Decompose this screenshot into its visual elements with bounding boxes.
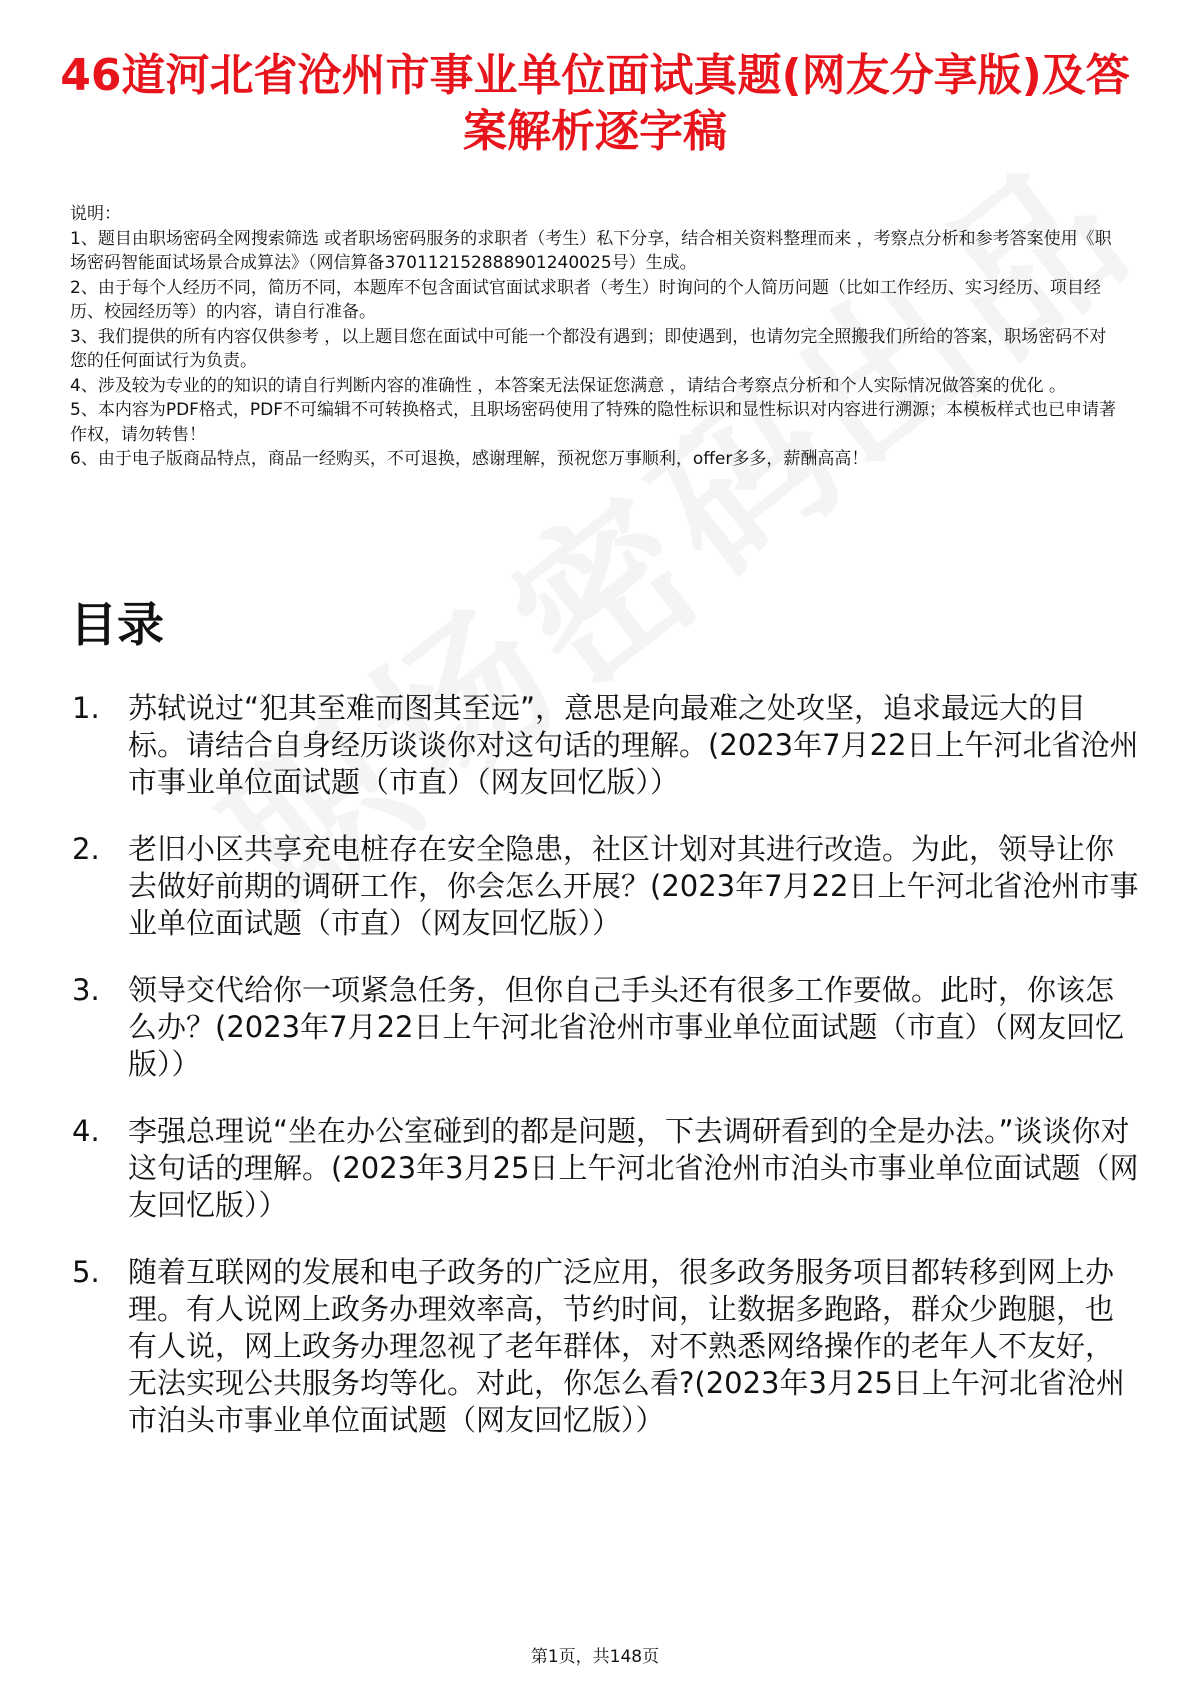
- document-title: 46道河北省沧州市事业单位面试真题(网友分享版)及答案解析逐字稿: [60, 50, 1130, 157]
- toc-item-text[interactable]: 老旧小区共享充电桩存在安全隐患，社区计划对其进行改造。为此，领导让你去做好前期的调研工作，你会怎么开展？(2023年7月22日上午河北省沧州市事业单位面试题（市直）（网友回忆版））: [128, 832, 1139, 940]
- toc-item-text[interactable]: 随着互联网的发展和电子政务的广泛应用，很多政务服务项目都转移到网上办理。有人说网上政务办理效率高，节约时间，让数据多跑路，群众少跑腿，也有人说，网上政务办理忽视了老年群体，对不熟悉网络操作的老年人不友好，无法实现公共服务均等化。对此，你怎么看?(2023年3月25日上午河北省沧州市泊头市事业单位面试题（网友回忆版））: [128, 1255, 1125, 1437]
- toc-item-number: 4.: [72, 1114, 100, 1148]
- toc-item[interactable]: [72, 831, 1142, 942]
- note-item: 5、本内容为PDF格式，PDF不可编辑不可转换格式，且职场密码使用了特殊的隐性标识和显性标识对内容进行溯源；本模板样式也已申请著作权，请勿转售！: [70, 400, 1117, 445]
- note-item: 1、题目由职场密码全网搜索筛选 或者职场密码服务的求职者（考生）私下分享，结合相关资料整理而来 ，考察点分析和参考答案使用《职场密码智能面试场景合成算法》（网信算备370112152888901240025号）生成。: [70, 228, 1112, 273]
- note-item: 2、由于每个人经历不同，简历不同，本题库不包含面试官面试求职者（考生）时询问的个人简历问题（比如工作经历、实习经历、项目经历、校园经历等）的内容，请自行准备。: [70, 277, 1101, 322]
- notes-section: [70, 202, 1120, 472]
- toc-item[interactable]: [72, 690, 1142, 801]
- notes-heading: 说明：: [70, 204, 121, 224]
- toc-item[interactable]: [72, 1254, 1142, 1439]
- toc-list: [72, 690, 1142, 1469]
- toc-item-text[interactable]: 苏轼说过“犯其至难而图其至远”，意思是向最难之处攻坚，追求最远大的目标。请结合自身经历谈谈你对这句话的理解。(2023年7月22日上午河北省沧州市事业单位面试题（市直）（网友回忆版））: [128, 691, 1139, 799]
- toc-item-number: 5.: [72, 1255, 100, 1289]
- toc-item-number: 2.: [72, 832, 100, 866]
- toc-heading: 目录: [70, 598, 164, 653]
- toc-item[interactable]: [72, 1113, 1142, 1224]
- toc-item-number: 1.: [72, 691, 100, 725]
- toc-item-number: 3.: [72, 973, 100, 1007]
- note-item: 6、由于电子版商品特点，商品一经购买，不可退换，感谢理解，预祝您万事顺利，offer多多，薪酬高高！: [70, 449, 869, 469]
- note-item: 3、我们提供的所有内容仅供参考 ，以上题目您在面试中可能一个都没有遇到；即使遇到，也请勿完全照搬我们所给的答案，职场密码不对您的任何面试行为负责。: [70, 326, 1107, 371]
- toc-item-text[interactable]: 领导交代给你一项紧急任务，但你自己手头还有很多工作要做。此时，你该怎么办？(2023年7月22日上午河北省沧州市事业单位面试题（市直）（网友回忆版））: [128, 973, 1124, 1081]
- toc-item-text[interactable]: 李强总理说“坐在办公室碰到的都是问题，下去调研看到的全是办法。”谈谈你对这句话的理解。(2023年3月25日上午河北省沧州市泊头市事业单位面试题（网友回忆版））: [128, 1114, 1139, 1222]
- toc-item[interactable]: [72, 972, 1142, 1083]
- note-item: 4、涉及较为专业的的知识的请自行判断内容的准确性 ，本答案无法保证您满意 ，请结合考察点分析和个人实际情况做答案的优化 。: [70, 375, 1067, 396]
- page-footer: 第1页，共148页: [530, 1647, 660, 1667]
